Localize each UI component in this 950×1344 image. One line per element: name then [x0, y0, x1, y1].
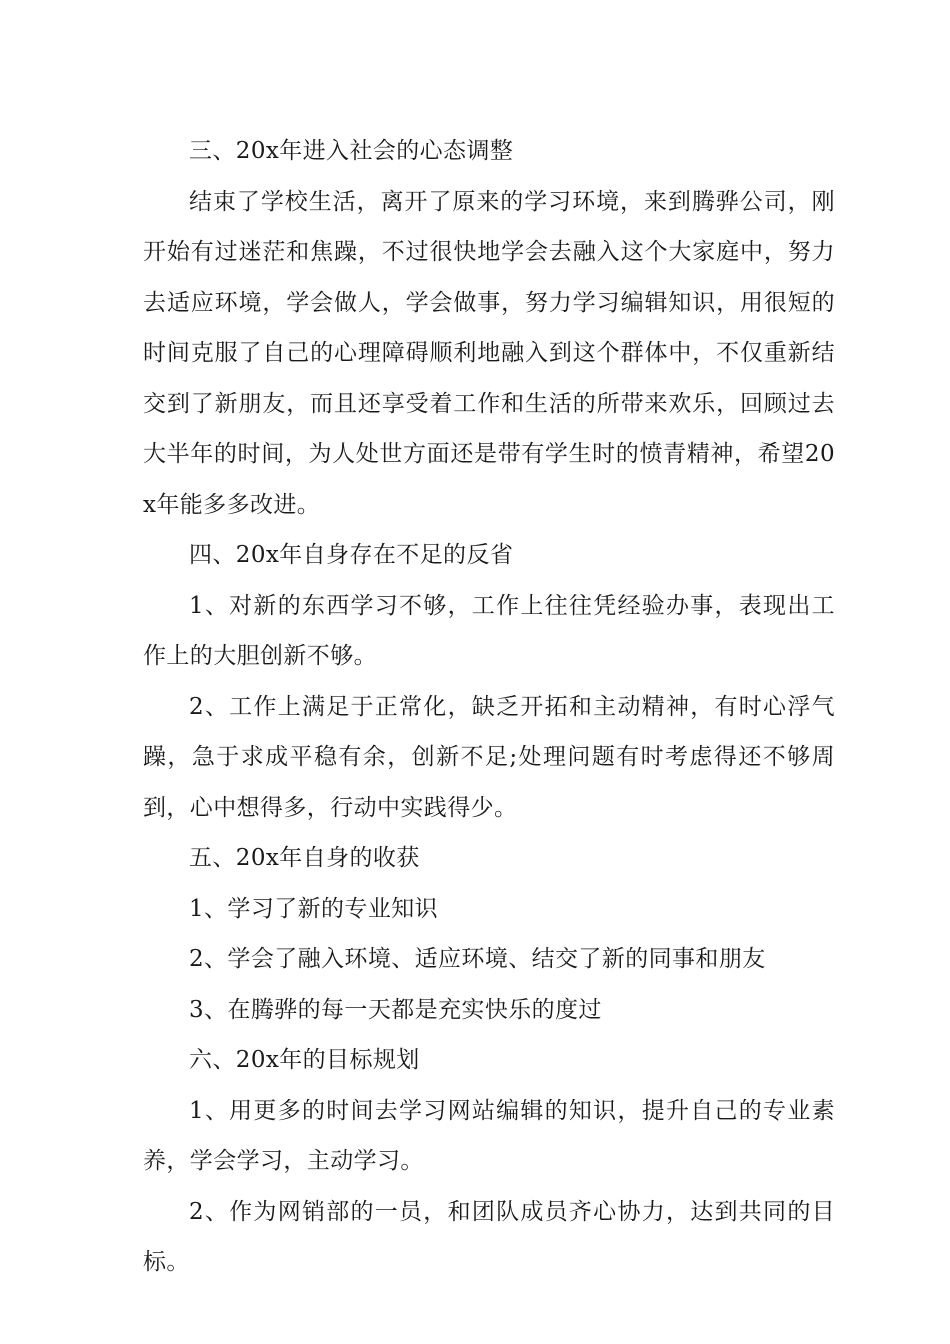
section-heading-mindset: 三、20x年进入社会的心态调整 [189, 138, 514, 164]
section-heading-shortcomings: 四、20x年自身存在不足的反省 [189, 542, 514, 568]
document-body [143, 126, 835, 1288]
list-item-gain-1: 1、学习了新的专业知识 [189, 895, 439, 922]
list-item-shortcoming-1: 1、对新的东西学习不够，工作上往往凭经验办事，表现出工作上的大胆创新不够。 [143, 592, 835, 669]
list-item-gain-3: 3、在腾骅的每一天都是充实快乐的度过 [189, 996, 602, 1023]
list-item-gain-2: 2、学会了融入环境、适应环境、结交了新的同事和朋友 [189, 946, 766, 972]
section-heading-gains: 五、20x年自身的收获 [189, 845, 420, 871]
list-item-goal-2: 2、作为网销部的一员，和团队成员齐心协力，达到共同的目标。 [143, 1198, 835, 1275]
section-heading-goals: 六、20x年的目标规划 [189, 1047, 420, 1073]
list-item-shortcoming-2: 2、工作上满足于正常化，缺乏开拓和主动精神，有时心浮气躁，急于求成平稳有余，创新不足;处理问题有时考虑得还不够周到，心中想得多，行动中实践得少。 [143, 693, 835, 821]
list-item-goal-1: 1、用更多的时间去学习网站编辑的知识，提升自己的专业素养，学会学习，主动学习。 [143, 1097, 835, 1174]
paragraph-mindset: 结束了学校生活，离开了原来的学习环境，来到腾骅公司，刚开始有过迷茫和焦躁，不过很快地学会去融入这个大家庭中，努力去适应环境，学会做人，学会做事，努力学习编辑知识，用很短的时间克服了自己的心理障碍顺利地融入到这个群体中，不仅重新结交到了新朋友，而且还享受着工作和生活的所带来欢乐，回顾过去大半年的时间，为人处世方面还是带有学生时的愤青精神，希望20x年能多多改进。 [143, 188, 835, 518]
